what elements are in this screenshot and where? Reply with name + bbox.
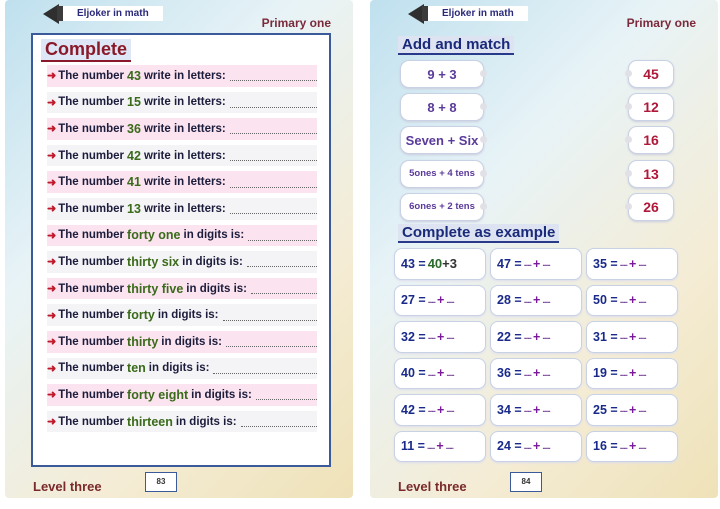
- match-left-item[interactable]: [400, 60, 484, 88]
- connector-dot-icon: [480, 70, 487, 77]
- tens-blank[interactable]: ......: [523, 441, 532, 451]
- grade-label: Primary one: [261, 16, 331, 30]
- arrow-icon: ➜: [47, 389, 57, 402]
- arrow-icon: ➜: [47, 176, 57, 189]
- worksheet-panel: [31, 33, 331, 467]
- row-value: forty one: [127, 228, 181, 243]
- plus-sign: +: [629, 293, 637, 308]
- row-prefix: The number: [58, 255, 125, 268]
- left-worksheet-page: [5, 0, 353, 498]
- complete-cell[interactable]: [586, 394, 678, 426]
- connector-dot-icon: [625, 103, 632, 110]
- match-title: Add and match: [398, 36, 514, 55]
- row-suffix: write in letters:: [143, 122, 226, 135]
- row-suffix: write in letters:: [143, 96, 226, 109]
- exercise-row: [47, 278, 317, 300]
- tens-blank[interactable]: ......: [427, 332, 436, 342]
- complete-cell[interactable]: [394, 358, 486, 390]
- ones-blank[interactable]: ......: [638, 368, 646, 378]
- match-left-text: 6ones + 2 tens: [409, 201, 475, 213]
- exercise-row: [47, 65, 317, 87]
- row-value: 43: [127, 68, 141, 83]
- row-suffix: write in letters:: [143, 176, 226, 189]
- ones-blank[interactable]: ......: [542, 259, 550, 269]
- plus-sign: +: [437, 366, 445, 381]
- ones-blank[interactable]: ......: [638, 295, 646, 305]
- cell-number: 40 =: [401, 366, 426, 381]
- exercise-row: [47, 118, 317, 140]
- tens-blank[interactable]: ......: [427, 405, 436, 415]
- plus-sign: +: [437, 329, 445, 344]
- row-prefix: The number: [58, 229, 125, 242]
- row-value: 36: [127, 121, 141, 136]
- cell-number: 34 =: [497, 402, 522, 417]
- tens-blank[interactable]: ......: [427, 295, 436, 305]
- answer-blank[interactable]: [247, 256, 317, 267]
- answer-blank[interactable]: [213, 363, 317, 374]
- exercise-row: [47, 171, 317, 193]
- connector-dot-icon: [480, 203, 487, 210]
- cell-number: 27 =: [401, 293, 426, 308]
- tens-blank[interactable]: ......: [619, 259, 628, 269]
- example-tens: 40: [427, 256, 443, 272]
- row-value: forty: [127, 308, 155, 323]
- grade-label: Primary one: [626, 16, 696, 30]
- plus-sign: +: [533, 329, 541, 344]
- exercise-list: [47, 65, 317, 437]
- match-right-text: 45: [643, 66, 659, 82]
- answer-blank[interactable]: [251, 283, 317, 294]
- row-suffix: in digits is:: [148, 362, 210, 375]
- match-right-item[interactable]: [628, 126, 674, 154]
- cell-number: 36 =: [497, 366, 522, 381]
- match-right-text: 16: [643, 132, 659, 149]
- answer-blank[interactable]: [230, 150, 317, 161]
- match-right-column: [628, 60, 674, 226]
- plus-sign: +: [629, 439, 637, 454]
- connector-dot-icon: [625, 136, 632, 143]
- plus-sign: +: [533, 293, 541, 308]
- ones-blank[interactable]: ......: [446, 332, 454, 342]
- exercise-row: [47, 251, 317, 273]
- cell-number: 19 =: [593, 366, 618, 381]
- match-left-column: [400, 60, 484, 226]
- tens-blank[interactable]: ......: [619, 441, 628, 451]
- complete-cell[interactable]: [490, 358, 582, 390]
- match-left-item[interactable]: [400, 160, 484, 188]
- ones-blank[interactable]: ......: [638, 259, 646, 269]
- example-ones: 3: [449, 256, 457, 272]
- plus-sign: +: [533, 366, 541, 381]
- cell-number: 35 =: [593, 256, 618, 271]
- match-right-text: 26: [643, 198, 659, 215]
- tens-blank[interactable]: ......: [523, 332, 532, 342]
- page-number: 83: [145, 472, 177, 492]
- plus-sign: +: [629, 329, 637, 344]
- row-suffix: in digits is:: [182, 255, 243, 268]
- row-suffix: write in letters:: [143, 69, 226, 82]
- match-left-text: Seven + Six: [405, 132, 479, 148]
- complete-cell[interactable]: [394, 394, 486, 426]
- complete-cell[interactable]: [586, 248, 678, 280]
- exercise-row: [47, 331, 317, 353]
- answer-blank[interactable]: [230, 70, 317, 81]
- ones-blank[interactable]: ......: [638, 441, 646, 451]
- row-value: 41: [127, 175, 141, 190]
- page-number: 84: [510, 472, 542, 492]
- arrow-icon: ➜: [47, 309, 57, 322]
- level-label: Level three: [398, 479, 467, 494]
- answer-blank[interactable]: [230, 177, 317, 188]
- complete-cell[interactable]: [586, 358, 678, 390]
- row-value: 42: [127, 148, 141, 163]
- answer-blank[interactable]: [241, 416, 317, 427]
- tens-blank[interactable]: ......: [619, 332, 628, 342]
- complete-cell[interactable]: [490, 248, 582, 280]
- ones-blank[interactable]: ......: [446, 405, 454, 415]
- tens-blank[interactable]: ......: [619, 405, 628, 415]
- match-left-item[interactable]: [400, 93, 484, 121]
- row-value: ten: [127, 361, 146, 376]
- answer-blank[interactable]: [230, 97, 317, 108]
- exercise-row: [47, 411, 317, 433]
- ones-blank[interactable]: ......: [542, 441, 550, 451]
- tens-blank[interactable]: ......: [427, 441, 435, 451]
- arrow-icon: ➜: [47, 150, 57, 163]
- arrow-icon: ➜: [47, 123, 57, 136]
- ones-blank[interactable]: ......: [542, 332, 550, 342]
- tens-blank[interactable]: ......: [523, 295, 532, 305]
- match-right-text: 13: [643, 165, 659, 182]
- row-prefix: The number: [58, 282, 125, 295]
- connector-dot-icon: [625, 170, 632, 177]
- row-suffix: in digits is:: [175, 415, 237, 428]
- complete-cell[interactable]: [586, 431, 678, 463]
- arrow-icon: ➜: [47, 256, 57, 269]
- exercise-row: [47, 358, 317, 380]
- cell-number: 25 =: [593, 402, 618, 417]
- cell-number: 47 =: [497, 256, 522, 271]
- row-suffix: in digits is:: [191, 388, 252, 401]
- cell-number: 32 =: [401, 329, 426, 344]
- tens-blank[interactable]: ......: [619, 295, 628, 305]
- row-prefix: The number: [58, 362, 125, 375]
- row-value: thirty six: [127, 254, 180, 269]
- exercise-row: [47, 145, 317, 167]
- ones-blank[interactable]: ......: [446, 368, 454, 378]
- match-right-text: 12: [643, 99, 659, 116]
- arrow-icon: ➜: [47, 336, 57, 349]
- arrow-icon: ➜: [47, 203, 57, 216]
- ones-blank[interactable]: ......: [542, 405, 550, 415]
- tens-blank[interactable]: ......: [523, 405, 532, 415]
- arrow-icon: ➜: [47, 283, 57, 296]
- row-prefix: The number: [58, 69, 125, 82]
- exercise-row: [47, 225, 317, 247]
- match-right-item[interactable]: [628, 60, 674, 88]
- row-prefix: The number: [58, 176, 125, 189]
- row-suffix: write in letters:: [143, 149, 226, 162]
- cell-number: 28 =: [497, 293, 522, 308]
- ones-blank[interactable]: ......: [542, 368, 550, 378]
- connector-dot-icon: [625, 70, 632, 77]
- ones-blank[interactable]: ......: [638, 332, 646, 342]
- exercise-row: [47, 384, 317, 406]
- match-right-item[interactable]: [628, 160, 674, 188]
- cell-number: 50 =: [593, 293, 618, 308]
- ones-blank[interactable]: ......: [542, 295, 550, 305]
- answer-blank[interactable]: [230, 203, 317, 214]
- tens-blank[interactable]: ......: [523, 368, 532, 378]
- row-prefix: The number: [58, 388, 125, 401]
- complete-cell[interactable]: [394, 321, 486, 353]
- exercise-row: [47, 92, 317, 114]
- plus-sign: +: [437, 293, 445, 308]
- plus-sign: +: [533, 256, 541, 271]
- plus-sign: +: [533, 402, 541, 417]
- row-value: 13: [127, 201, 141, 216]
- level-label: Level three: [33, 479, 102, 494]
- plus-sign: +: [629, 366, 637, 381]
- complete-cell[interactable]: [490, 431, 582, 463]
- match-left-item[interactable]: [400, 193, 484, 221]
- tens-blank[interactable]: ......: [523, 259, 532, 269]
- example-plus: +: [442, 256, 450, 272]
- plus-sign: +: [436, 439, 444, 454]
- tens-blank[interactable]: ......: [619, 368, 628, 378]
- cell-number: 42 =: [401, 402, 426, 417]
- complete-cell[interactable]: [586, 321, 678, 353]
- row-value: forty eight: [127, 387, 189, 402]
- complete-cell[interactable]: [490, 321, 582, 353]
- exercise-row: [47, 198, 317, 220]
- answer-blank[interactable]: [230, 123, 317, 134]
- connector-dot-icon: [480, 170, 487, 177]
- match-left-item[interactable]: [400, 126, 484, 154]
- answer-blank[interactable]: [248, 230, 317, 241]
- complete-cell[interactable]: [490, 394, 582, 426]
- complete-cell[interactable]: [394, 285, 486, 317]
- ones-blank[interactable]: ......: [446, 295, 454, 305]
- match-right-item[interactable]: [628, 93, 674, 121]
- match-left-text: 8 + 8: [427, 99, 457, 115]
- row-prefix: The number: [58, 415, 125, 428]
- exercise-row: [47, 304, 317, 326]
- arrow-icon: ➜: [47, 229, 57, 242]
- section-title: Complete: [41, 39, 131, 62]
- complete-cell[interactable]: [490, 285, 582, 317]
- row-suffix: in digits is:: [161, 335, 222, 348]
- right-worksheet-page: [370, 0, 718, 498]
- row-prefix: The number: [58, 149, 125, 162]
- arrow-icon: ➜: [47, 362, 57, 375]
- row-suffix: in digits is:: [186, 282, 247, 295]
- plus-sign: +: [629, 402, 637, 417]
- tens-blank[interactable]: ......: [427, 368, 436, 378]
- row-value: thirty five: [127, 281, 184, 296]
- answer-blank[interactable]: [223, 310, 317, 321]
- plus-sign: +: [629, 256, 637, 271]
- complete-grid: [394, 248, 684, 462]
- cell-number: 24 =: [497, 439, 522, 454]
- complete-cell[interactable]: [394, 431, 486, 463]
- header-title: Eljoker in math: [57, 6, 163, 21]
- cell-number: 11 =: [401, 439, 425, 454]
- match-left-text: 5ones + 4 tens: [409, 168, 475, 180]
- row-prefix: The number: [58, 309, 125, 322]
- example-number: 43 =: [401, 256, 426, 271]
- row-suffix: in digits is:: [183, 229, 245, 242]
- row-suffix: write in letters:: [143, 202, 226, 215]
- row-prefix: The number: [58, 96, 125, 109]
- connector-dot-icon: [625, 203, 632, 210]
- arrow-icon: ➜: [47, 96, 57, 109]
- ones-blank[interactable]: ......: [638, 405, 646, 415]
- plus-sign: +: [533, 439, 541, 454]
- row-prefix: The number: [58, 122, 125, 135]
- example-cell: [394, 248, 486, 280]
- plus-sign: +: [437, 402, 445, 417]
- complete-cell[interactable]: [586, 285, 678, 317]
- cell-number: 16 =: [593, 439, 618, 454]
- arrow-icon: ➜: [47, 416, 57, 429]
- answer-blank[interactable]: [256, 389, 317, 400]
- header-title: Eljoker in math: [422, 6, 528, 21]
- ones-blank[interactable]: ......: [445, 441, 453, 451]
- row-suffix: in digits is:: [157, 309, 219, 322]
- row-value: thirty: [127, 334, 159, 349]
- answer-blank[interactable]: [226, 336, 317, 347]
- cell-number: 22 =: [497, 329, 522, 344]
- row-prefix: The number: [58, 335, 125, 348]
- match-right-item[interactable]: [628, 193, 674, 221]
- arrow-icon: ➜: [47, 70, 57, 83]
- row-prefix: The number: [58, 202, 125, 215]
- match-left-text: 9 + 3: [427, 66, 457, 82]
- row-value: thirteen: [127, 414, 173, 429]
- cell-number: 31 =: [593, 329, 618, 344]
- row-value: 15: [127, 95, 141, 110]
- example-title: Complete as example: [398, 224, 559, 243]
